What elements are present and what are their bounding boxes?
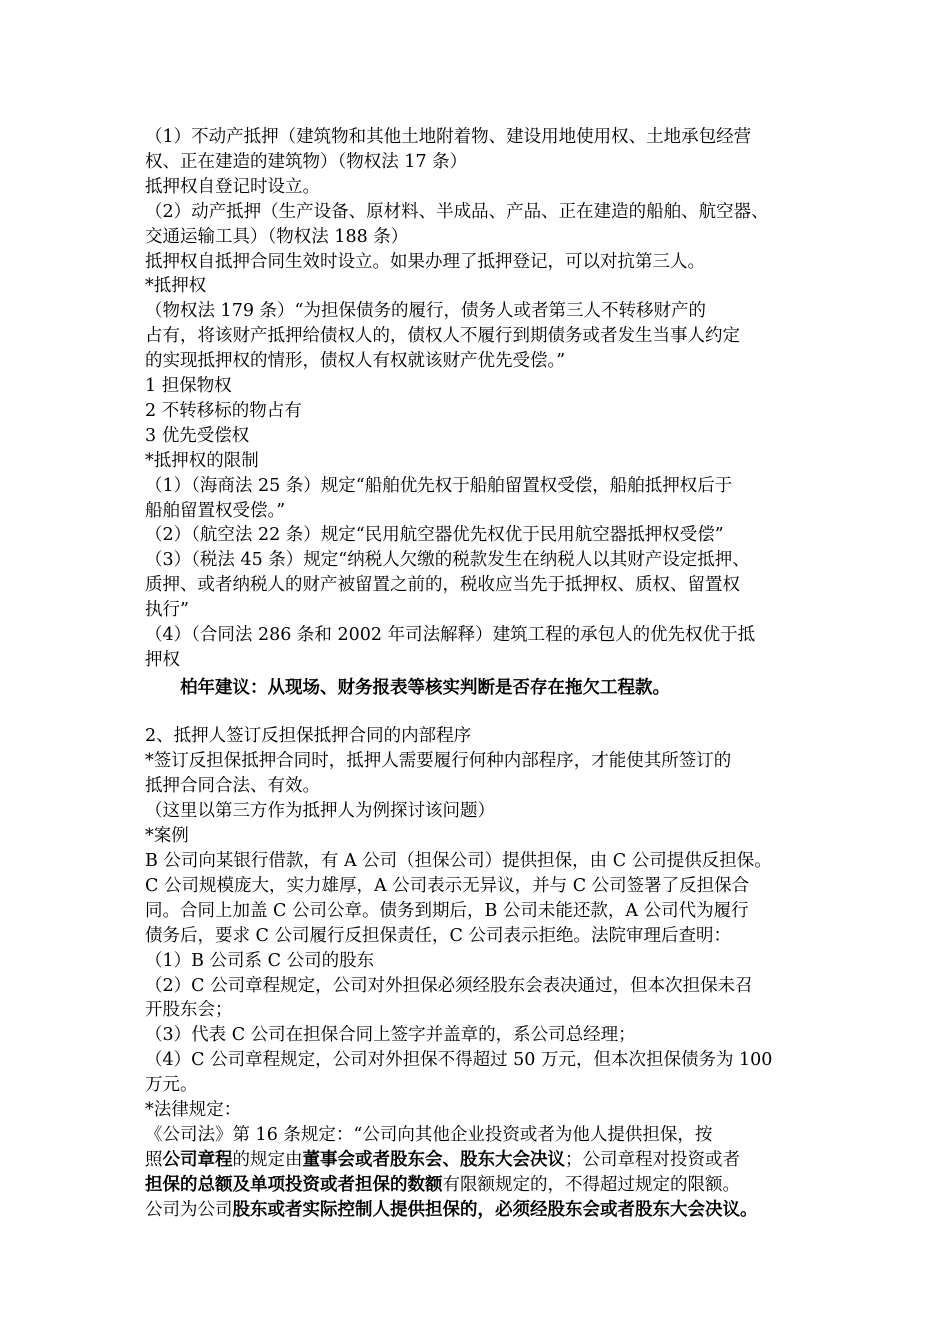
text-line: （2）动产抵押（生产设备、原材料、半成品、产品、正在建造的船舶、航空器、: [145, 202, 769, 222]
text-line: 1 担保物权: [145, 376, 232, 396]
text-line: （1）（海商法 25 条）规定“船舶优先权于船舶留置权受偿，船舶抵押权后于: [145, 476, 733, 496]
text-line: 2、抵押人签订反担保抵押合同的内部程序: [145, 726, 472, 746]
law-emphasis: 担保的总额及单项投资或者担保的数额: [145, 1175, 443, 1195]
text-line: 抵押合同合法、有效。: [145, 776, 320, 796]
text-line: 押权: [145, 650, 180, 670]
law-line-3: [145, 1173, 740, 1197]
law-text: 公司为公司: [145, 1200, 233, 1220]
law-emphasis: 股东或者实际控制人提供担保的，必须经股东会或者股东大会决议。: [232, 1200, 758, 1220]
law-emphasis: 公司章程: [162, 1150, 233, 1170]
text-line: *抵押权: [145, 276, 207, 296]
text-line: *签订反担保抵押合同时，抵押人需要履行何种内部程序，才能使其所签订的: [145, 751, 732, 771]
law-text: 的规定由: [232, 1150, 303, 1170]
text-line: 抵押权自抵押合同生效时设立。如果办理了抵押登记，可以对抗第三人。: [145, 252, 705, 272]
law-text: ；公司章程对投资或者: [565, 1150, 740, 1170]
text-line: *案例: [145, 826, 189, 846]
text-line: （1）B 公司系 C 公司的股东: [145, 951, 375, 971]
text-line: 同。合同上加盖 C 公司公章。债务到期后，B 公司未能还款，A 公司代为履行: [145, 901, 749, 921]
text-line: 交通运输工具）（物权法 188 条）: [145, 227, 409, 247]
text-line: （1）不动产抵押（建筑物和其他土地附着物、建设用地使用权、土地承包经营: [145, 127, 752, 147]
law-line-1: 《公司法》第 16 条规定：“公司向其他企业投资或者为他人提供担保，按: [145, 1125, 713, 1145]
text-line: （2）C 公司章程规定，公司对外担保必须经股东会表决通过，但本次担保未召: [145, 976, 753, 996]
text-line: C 公司规模庞大，实力雄厚，A 公司表示无异议，并与 C 公司签署了反担保合: [145, 876, 750, 896]
text-line: （3）代表 C 公司在担保合同上签字并盖章的，系公司总经理；: [145, 1025, 636, 1045]
text-line: 质押、或者纳税人的财产被留置之前的，税收应当先于抵押权、质权、留置权: [145, 575, 740, 595]
text-line: 万元。: [145, 1075, 198, 1095]
text-line: （这里以第三方作为抵押人为例探讨该问题）: [145, 801, 495, 821]
text-line: *法律规定：: [145, 1100, 242, 1120]
text-line: （3）（税法 45 条）规定“纳税人欠缴的税款发生在纳税人以其财产设定抵押、: [145, 550, 750, 570]
text-line: 3 优先受偿权: [145, 426, 250, 446]
text-line: 船舶留置权受偿。”: [145, 501, 286, 521]
text-line: 开股东会；: [145, 1000, 233, 1020]
text-line: （4）C 公司章程规定，公司对外担保不得超过 50 万元，但本次担保债务为 100: [145, 1050, 773, 1070]
text-line: （物权法 179 条）“为担保债务的履行，债务人或者第三人不转移财产的: [145, 301, 706, 321]
text-line: （4）（合同法 286 条和 2002 年司法解释）建筑工程的承包人的优先权优于抵: [145, 625, 756, 645]
text-line: 执行”: [145, 600, 189, 620]
text-line: 2 不转移标的物占有: [145, 401, 302, 421]
law-text: 照: [145, 1150, 163, 1170]
text-line: 抵押权自登记时设立。: [145, 177, 320, 197]
text-line: 权、正在建造的建筑物）（物权法 17 条）: [145, 152, 468, 172]
text-line: B 公司向某银行借款，有 A 公司（担保公司）提供担保，由 C 公司提供反担保。: [145, 851, 772, 871]
law-emphasis: 董事会或者股东会、股东大会决议: [302, 1150, 565, 1170]
text-line: （2）（航空法 22 条）规定“民用航空器优先权优于民用航空器抵押权受偿”: [145, 525, 724, 545]
text-line: *抵押权的限制: [145, 451, 259, 471]
text-line: 占有，将该财产抵押给债权人的，债权人不履行到期债务或者发生当事人约定: [145, 326, 740, 346]
law-line-2: [145, 1148, 740, 1172]
law-text: 有限额规定的，不得超过规定的限额。: [442, 1175, 740, 1195]
law-line-4: [145, 1198, 758, 1222]
advice-text: 柏年建议：从现场、财务报表等核实判断是否存在拖欠工程款。: [180, 678, 670, 698]
text-line: 债务后，要求 C 公司履行反担保责任，C 公司表示拒绝。法院审理后查明：: [145, 926, 731, 946]
text-line: 的实现抵押权的情形，债权人有权就该财产优先受偿。”: [145, 351, 566, 371]
